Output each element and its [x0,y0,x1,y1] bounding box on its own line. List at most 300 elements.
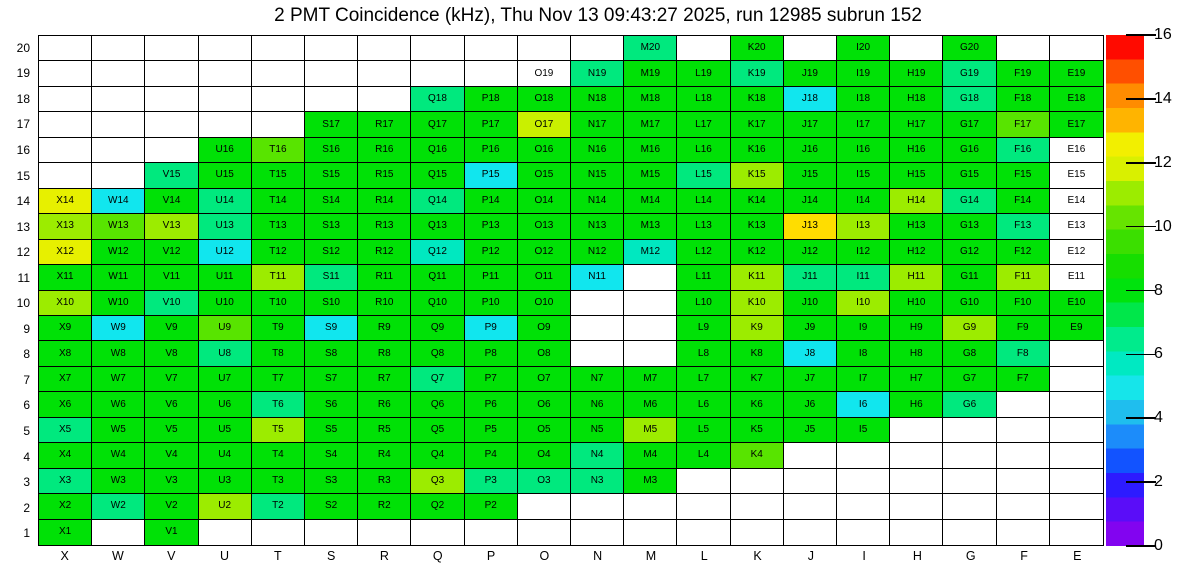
heatmap-cell: T3 [252,469,305,494]
heatmap-cell: S15 [305,163,358,188]
heatmap-cell: F14 [997,189,1050,214]
heatmap-cell: R2 [358,494,411,519]
heatmap-cell: T16 [252,138,305,163]
heatmap-cell: T14 [252,189,305,214]
heatmap-cell [39,36,92,61]
heatmap-cell: L17 [677,112,730,137]
heatmap-cell: O13 [518,214,571,239]
heatmap-cell: Q14 [411,189,464,214]
heatmap-cell [677,520,730,545]
heatmap-cell: P4 [465,443,518,468]
heatmap-cell: T11 [252,265,305,290]
heatmap-cell: I16 [837,138,890,163]
heatmap-cell: O6 [518,392,571,417]
heatmap-cell: E14 [1050,189,1103,214]
heatmap-cell [997,36,1050,61]
heatmap-cell: U15 [199,163,252,188]
heatmap-cell: O14 [518,189,571,214]
x-axis-tick-label: J [807,549,814,563]
heatmap-cell: M6 [624,392,677,417]
heatmap-cell: V7 [145,367,198,392]
heatmap-cell [252,87,305,112]
colorbar-tick-label: 2 [1154,473,1163,491]
heatmap-cell: L8 [677,341,730,366]
heatmap-cell: G12 [943,240,996,265]
heatmap-cell: P7 [465,367,518,392]
heatmap-cell: K9 [731,316,784,341]
y-axis-tick-label: 6 [23,398,30,413]
heatmap-cell: G6 [943,392,996,417]
heatmap-cell: L18 [677,87,730,112]
heatmap-cell: V15 [145,163,198,188]
heatmap-cell: U11 [199,265,252,290]
heatmap-cell [837,469,890,494]
heatmap-cell: M18 [624,87,677,112]
heatmap-cell [1050,418,1103,443]
heatmap-cell [1050,341,1103,366]
heatmap-cell: L16 [677,138,730,163]
heatmap-cell: H7 [890,367,943,392]
y-axis-tick-label: 1 [23,526,30,541]
heatmap-cell: P5 [465,418,518,443]
heatmap-cell [571,341,624,366]
heatmap-cell [997,418,1050,443]
heatmap-cell: K15 [731,163,784,188]
heatmap-cell: S4 [305,443,358,468]
heatmap-cell: L12 [677,240,730,265]
heatmap-cell: R15 [358,163,411,188]
heatmap-cell: H15 [890,163,943,188]
heatmap-cell: M5 [624,418,677,443]
colorbar-tick [1126,162,1156,164]
heatmap-cell: V11 [145,265,198,290]
heatmap-cell: S10 [305,291,358,316]
heatmap-cell: O19 [518,61,571,86]
heatmap-cell: M17 [624,112,677,137]
heatmap-cell: T12 [252,240,305,265]
heatmap-cell: I14 [837,189,890,214]
heatmap-cell: U9 [199,316,252,341]
heatmap-cell: N17 [571,112,624,137]
heatmap-cell: H14 [890,189,943,214]
heatmap-cell [145,112,198,137]
colorbar-tick-label: 14 [1154,89,1172,107]
heatmap-cell: P17 [465,112,518,137]
heatmap-cell: O15 [518,163,571,188]
heatmap-cell: H11 [890,265,943,290]
heatmap-cell: K7 [731,367,784,392]
heatmap-cell: R10 [358,291,411,316]
heatmap-cell: U2 [199,494,252,519]
heatmap-cell: N16 [571,138,624,163]
heatmap-cell: L11 [677,265,730,290]
heatmap-cell: U5 [199,418,252,443]
heatmap-cell: T5 [252,418,305,443]
heatmap-cell: L10 [677,291,730,316]
heatmap-cell: F16 [997,138,1050,163]
heatmap-cell: R9 [358,316,411,341]
x-axis-tick-label: V [167,549,176,563]
heatmap-cell: Q2 [411,494,464,519]
colorbar-tick-label: 12 [1154,153,1172,171]
y-axis-tick-label: 20 [16,40,30,55]
heatmap-cell: V10 [145,291,198,316]
heatmap-cell: W2 [92,494,145,519]
heatmap-cell: E16 [1050,138,1103,163]
heatmap-cell: U6 [199,392,252,417]
heatmap-cell: V4 [145,443,198,468]
heatmap-cell: X7 [39,367,92,392]
heatmap-cell: O4 [518,443,571,468]
heatmap-cell: G10 [943,291,996,316]
heatmap-cell [997,494,1050,519]
heatmap-cell: T15 [252,163,305,188]
heatmap-cell [677,36,730,61]
heatmap-cell [92,520,145,545]
heatmap-cell: V1 [145,520,198,545]
heatmap-cell [39,163,92,188]
heatmap-cell [1050,367,1103,392]
heatmap-cell: E17 [1050,112,1103,137]
heatmap-cell [624,316,677,341]
heatmap-cell: K8 [731,341,784,366]
heatmap-cell [305,520,358,545]
heatmap-cell [145,61,198,86]
heatmap-cell: N6 [571,392,624,417]
heatmap-cell: M4 [624,443,677,468]
heatmap-cell: J12 [784,240,837,265]
heatmap-cell: V9 [145,316,198,341]
heatmap-cell: S6 [305,392,358,417]
heatmap-cell [1050,36,1103,61]
heatmap-cell: E12 [1050,240,1103,265]
heatmap-cell: J15 [784,163,837,188]
colorbar-tick [1126,354,1156,356]
heatmap-cell: F12 [997,240,1050,265]
heatmap-cell [92,163,145,188]
heatmap-cell: I13 [837,214,890,239]
heatmap-cell: R11 [358,265,411,290]
heatmap-cell [92,87,145,112]
heatmap-cell: Q16 [411,138,464,163]
heatmap-cell: O12 [518,240,571,265]
heatmap-cell: N12 [571,240,624,265]
heatmap-cell: O10 [518,291,571,316]
heatmap-cell: R17 [358,112,411,137]
heatmap-cell: P8 [465,341,518,366]
heatmap-cell: W7 [92,367,145,392]
heatmap-cell [890,469,943,494]
x-axis-tick-label: R [379,549,389,563]
heatmap-cell [199,520,252,545]
y-axis-tick-label: 3 [23,475,30,490]
heatmap-cell: O18 [518,87,571,112]
heatmap-cell: M3 [624,469,677,494]
heatmap-cell [92,36,145,61]
heatmap-cell: G20 [943,36,996,61]
x-axis-tick-label: M [645,549,657,563]
heatmap-cell: W5 [92,418,145,443]
heatmap-cell [465,520,518,545]
heatmap-cell: G8 [943,341,996,366]
heatmap-cell: W12 [92,240,145,265]
colorbar-tick [1126,34,1156,36]
heatmap-cell: N3 [571,469,624,494]
heatmap-cell: W6 [92,392,145,417]
heatmap-cell: Q17 [411,112,464,137]
heatmap-cell [837,494,890,519]
heatmap-cell: X11 [39,265,92,290]
heatmap-cell: K12 [731,240,784,265]
heatmap-cell [39,138,92,163]
heatmap-cell: X6 [39,392,92,417]
heatmap-cell: I17 [837,112,890,137]
heatmap-cell [677,469,730,494]
heatmap-cell: W13 [92,214,145,239]
heatmap-cell: H17 [890,112,943,137]
heatmap-cell [39,112,92,137]
heatmap-cell [305,87,358,112]
heatmap-cell: F13 [997,214,1050,239]
heatmap-cell [571,291,624,316]
heatmap-cell: M12 [624,240,677,265]
heatmap-cell: P11 [465,265,518,290]
heatmap-cell: L5 [677,418,730,443]
heatmap-cell: R5 [358,418,411,443]
heatmap-cell: O9 [518,316,571,341]
heatmap-cell: S16 [305,138,358,163]
heatmap-cell: V3 [145,469,198,494]
colorbar-tick [1126,226,1156,228]
heatmap-cell: G15 [943,163,996,188]
heatmap-cell: U7 [199,367,252,392]
heatmap-cell: U14 [199,189,252,214]
heatmap-cell: W4 [92,443,145,468]
heatmap-cell: J17 [784,112,837,137]
heatmap-cell: K20 [731,36,784,61]
x-axis-tick-label: K [753,549,762,563]
heatmap-cell: T2 [252,494,305,519]
heatmap-cell: R14 [358,189,411,214]
heatmap-cell [518,520,571,545]
heatmap-cell: L6 [677,392,730,417]
heatmap-cell: K4 [731,443,784,468]
heatmap-cell: O11 [518,265,571,290]
heatmap-cell: K6 [731,392,784,417]
heatmap-cell: G19 [943,61,996,86]
heatmap-cell [997,392,1050,417]
heatmap-cell [571,520,624,545]
heatmap-cell [145,138,198,163]
heatmap-cell: G9 [943,316,996,341]
heatmap-cell [39,87,92,112]
heatmap-cell: W14 [92,189,145,214]
heatmap-cell: F9 [997,316,1050,341]
heatmap-cell [943,418,996,443]
heatmap-cell: E18 [1050,87,1103,112]
heatmap-cell: V2 [145,494,198,519]
heatmap-cell [943,494,996,519]
heatmap-cell: Q4 [411,443,464,468]
heatmap-cell: Q12 [411,240,464,265]
heatmap-cell [92,138,145,163]
heatmap-cell: V8 [145,341,198,366]
heatmap-cell: Q7 [411,367,464,392]
heatmap-cell [1050,469,1103,494]
heatmap-cell: S9 [305,316,358,341]
y-axis-tick-label: 16 [16,142,30,157]
heatmap-cell: R16 [358,138,411,163]
heatmap-cell [199,112,252,137]
heatmap-cell: T10 [252,291,305,316]
y-axis-tick-label: 4 [23,449,30,464]
heatmap-grid [38,35,1104,546]
heatmap-cell: E15 [1050,163,1103,188]
heatmap-cell: L7 [677,367,730,392]
heatmap-cell: L19 [677,61,730,86]
heatmap-cell: J5 [784,418,837,443]
heatmap-cell [624,265,677,290]
heatmap-cell: E13 [1050,214,1103,239]
heatmap-cell: V6 [145,392,198,417]
heatmap-cell: X9 [39,316,92,341]
heatmap-cell: Q11 [411,265,464,290]
y-axis-tick-label: 8 [23,347,30,362]
heatmap-cell: E19 [1050,61,1103,86]
heatmap-cell: N19 [571,61,624,86]
x-axis-tick-label: Q [432,549,443,563]
heatmap-cell: X14 [39,189,92,214]
heatmap-cell: H19 [890,61,943,86]
y-axis-tick-label: 10 [16,296,30,311]
heatmap-cell [943,520,996,545]
heatmap-cell [252,112,305,137]
x-axis-tick-label: S [326,549,336,563]
heatmap-cell: L9 [677,316,730,341]
heatmap-cell: X2 [39,494,92,519]
heatmap-cell [411,61,464,86]
y-axis-tick-label: 18 [16,91,30,106]
heatmap-cell [199,36,252,61]
x-axis-tick-label: I [862,549,866,563]
heatmap-cell [465,61,518,86]
heatmap-cell: J10 [784,291,837,316]
heatmap-cell: P6 [465,392,518,417]
heatmap-cell [943,443,996,468]
heatmap-cell: T8 [252,341,305,366]
heatmap-cell: S13 [305,214,358,239]
heatmap-cell: Q10 [411,291,464,316]
heatmap-cell: U12 [199,240,252,265]
heatmap-cell: U13 [199,214,252,239]
heatmap-cell [411,36,464,61]
colorbar-tick-label: 8 [1154,281,1163,299]
heatmap-cell: P3 [465,469,518,494]
heatmap-cell: G7 [943,367,996,392]
heatmap-cell [1050,494,1103,519]
heatmap-cell: H10 [890,291,943,316]
heatmap-cell [518,36,571,61]
heatmap-cell: S8 [305,341,358,366]
heatmap-cell: E9 [1050,316,1103,341]
heatmap-cell: W11 [92,265,145,290]
y-axis-tick-label: 9 [23,321,30,336]
heatmap-cell: J16 [784,138,837,163]
heatmap-cell [252,520,305,545]
heatmap-cell [358,520,411,545]
heatmap-cell: S11 [305,265,358,290]
heatmap-cell [837,443,890,468]
heatmap-cell [252,61,305,86]
heatmap-cell: G13 [943,214,996,239]
heatmap-cell [837,520,890,545]
heatmap-cell: J13 [784,214,837,239]
heatmap-cell [358,61,411,86]
heatmap-cell: M19 [624,61,677,86]
heatmap-cell: P13 [465,214,518,239]
heatmap-cell [358,36,411,61]
heatmap-cell: K14 [731,189,784,214]
heatmap-cell: L15 [677,163,730,188]
heatmap-cell [890,36,943,61]
heatmap-cell: U16 [199,138,252,163]
y-axis-tick-label: 13 [16,219,30,234]
heatmap-cell: I20 [837,36,890,61]
heatmap-cell: U3 [199,469,252,494]
heatmap-cell: H16 [890,138,943,163]
heatmap-cell: Q6 [411,392,464,417]
heatmap-cell: W8 [92,341,145,366]
heatmap-cell: G11 [943,265,996,290]
x-axis-tick-label: N [593,549,603,563]
heatmap-cell: E10 [1050,291,1103,316]
heatmap-cell: Q18 [411,87,464,112]
x-axis-tick-label: E [1073,549,1082,563]
heatmap-cell: S17 [305,112,358,137]
heatmap-cell: O3 [518,469,571,494]
heatmap-cell [784,443,837,468]
heatmap-cell: K19 [731,61,784,86]
heatmap-cell [624,291,677,316]
heatmap-cell [784,36,837,61]
heatmap-cell [1050,392,1103,417]
heatmap-cell: L4 [677,443,730,468]
heatmap-cell: Q15 [411,163,464,188]
heatmap-cell: S14 [305,189,358,214]
heatmap-cell: G18 [943,87,996,112]
heatmap-cell [199,87,252,112]
colorbar-tick-label: 6 [1154,345,1163,363]
heatmap-cell: H12 [890,240,943,265]
x-axis-tick-label: U [220,549,230,563]
heatmap-cell: G16 [943,138,996,163]
heatmap-cell: F8 [997,341,1050,366]
x-axis-tick-label: T [274,549,282,563]
heatmap-cell: K13 [731,214,784,239]
heatmap-cell [624,520,677,545]
heatmap-cell [890,520,943,545]
heatmap-cell: N11 [571,265,624,290]
heatmap-cell: F7 [997,367,1050,392]
heatmap-cell [252,36,305,61]
heatmap-cell: X10 [39,291,92,316]
heatmap-cell: M20 [624,36,677,61]
heatmap-cell: X4 [39,443,92,468]
heatmap-cell: X13 [39,214,92,239]
heatmap-cell: V12 [145,240,198,265]
heatmap-cell [358,87,411,112]
heatmap-cell: S5 [305,418,358,443]
